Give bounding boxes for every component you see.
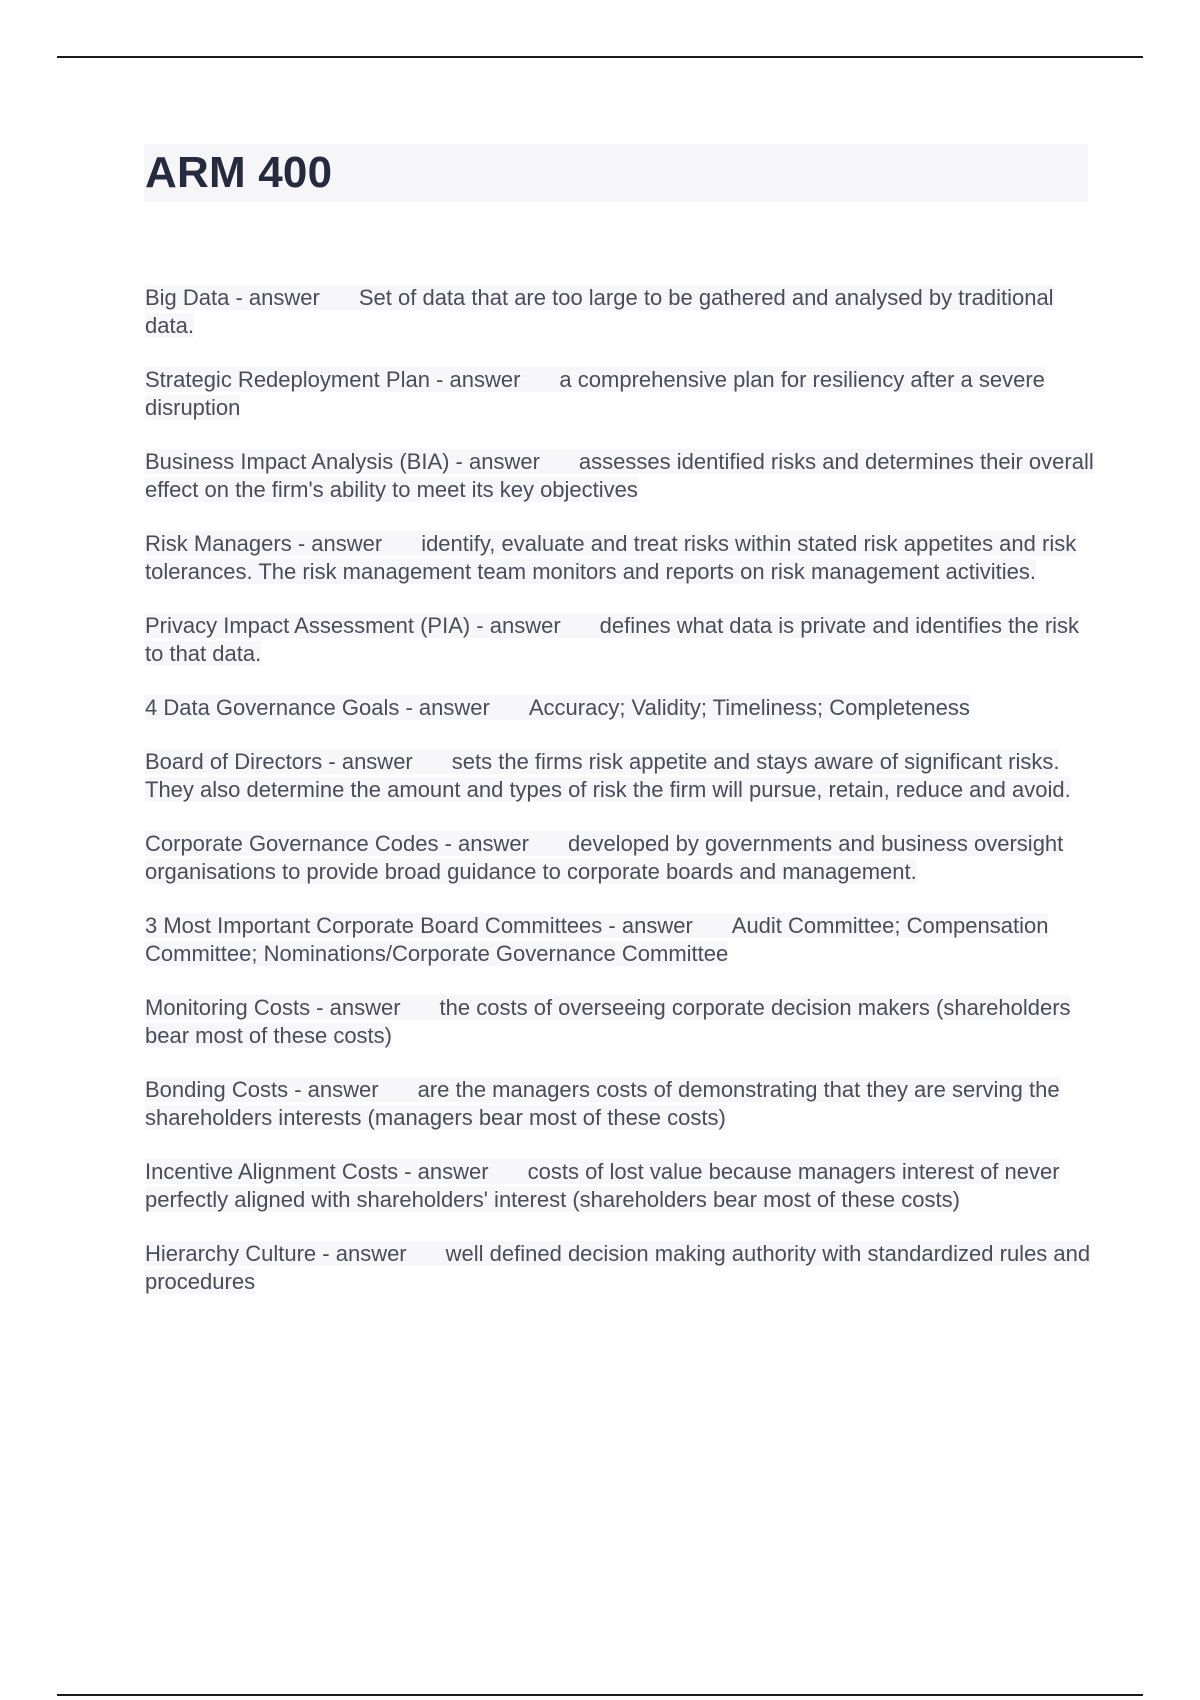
entry-term: Hierarchy Culture - answer [145,1241,407,1266]
entry-definition: Audit Committee; Compensation Committee; Nominations/Corporate Governance Committee [145,913,1049,966]
entry-term: Corporate Governance Codes - answer [145,831,529,856]
entry-definition: Accuracy; Validity; Timeliness; Completeness [528,695,970,720]
entry-term: Big Data - answer [145,285,320,310]
flashcard-entry [145,830,1095,886]
flashcard-entry [145,448,1095,504]
entry-term: Risk Managers - answer [145,531,383,556]
flashcard-entry [145,748,1095,804]
bottom-divider [57,1694,1143,1696]
entry-definition: defines what data is private and identifies the risk to that data. [145,613,1080,666]
entry-definition: sets the firms risk appetite and stays aware of significant risks. They also determine the amount and types of risk the firm will pursue, retain, reduce and avoid. [145,749,1071,802]
entry-definition: assesses identified risks and determines their overall effect on the firm's ability to meet its key objectives [145,449,1094,502]
flashcard-entry [145,912,1095,968]
entry-definition: a comprehensive plan for resiliency after a severe disruption [145,367,1045,420]
entry-term: Bonding Costs - answer [145,1077,379,1102]
entry-definition: costs of lost value because managers interest of never perfectly aligned with shareholders' interest (shareholders bear most of these costs) [145,1159,1060,1212]
flashcard-entry [145,694,1095,722]
top-divider [57,56,1143,58]
entry-term: Privacy Impact Assessment (PIA) - answer [145,613,561,638]
entry-definition: identify, evaluate and treat risks within stated risk appetites and risk tolerances. The risk management team monitors and reports on risk management activities. [145,531,1077,584]
document-title: ARM 400 [145,148,333,197]
flashcard-entry [145,1076,1095,1132]
flashcard-entry [145,530,1095,586]
entry-term: Strategic Redeployment Plan - answer [145,367,521,392]
flashcard-list [145,284,1095,1322]
flashcard-entry [145,612,1095,668]
entry-term: Board of Directors - answer [145,749,413,774]
flashcard-entry [145,1240,1095,1296]
entry-term: 4 Data Governance Goals - answer [145,695,490,720]
entry-term: Incentive Alignment Costs - answer [145,1159,489,1184]
entry-definition: well defined decision making authority with standardized rules and procedures [145,1241,1091,1294]
flashcard-entry [145,1158,1095,1214]
entry-definition: developed by governments and business oversight organisations to provide broad guidance to corporate boards and management. [145,831,1064,884]
entry-definition: are the managers costs of demonstrating that they are serving the shareholders interests (managers bear most of these costs) [145,1077,1060,1130]
entry-term: Business Impact Analysis (BIA) - answer [145,449,540,474]
flashcard-entry [145,994,1095,1050]
entry-definition: the costs of overseeing corporate decision makers (shareholders bear most of these costs) [145,995,1071,1048]
entry-definition: Set of data that are too large to be gathered and analysed by traditional data. [145,285,1054,338]
entry-term: Monitoring Costs - answer [145,995,401,1020]
flashcard-entry [145,366,1095,422]
entry-term: 3 Most Important Corporate Board Committees - answer [145,913,693,938]
flashcard-entry [145,284,1095,340]
